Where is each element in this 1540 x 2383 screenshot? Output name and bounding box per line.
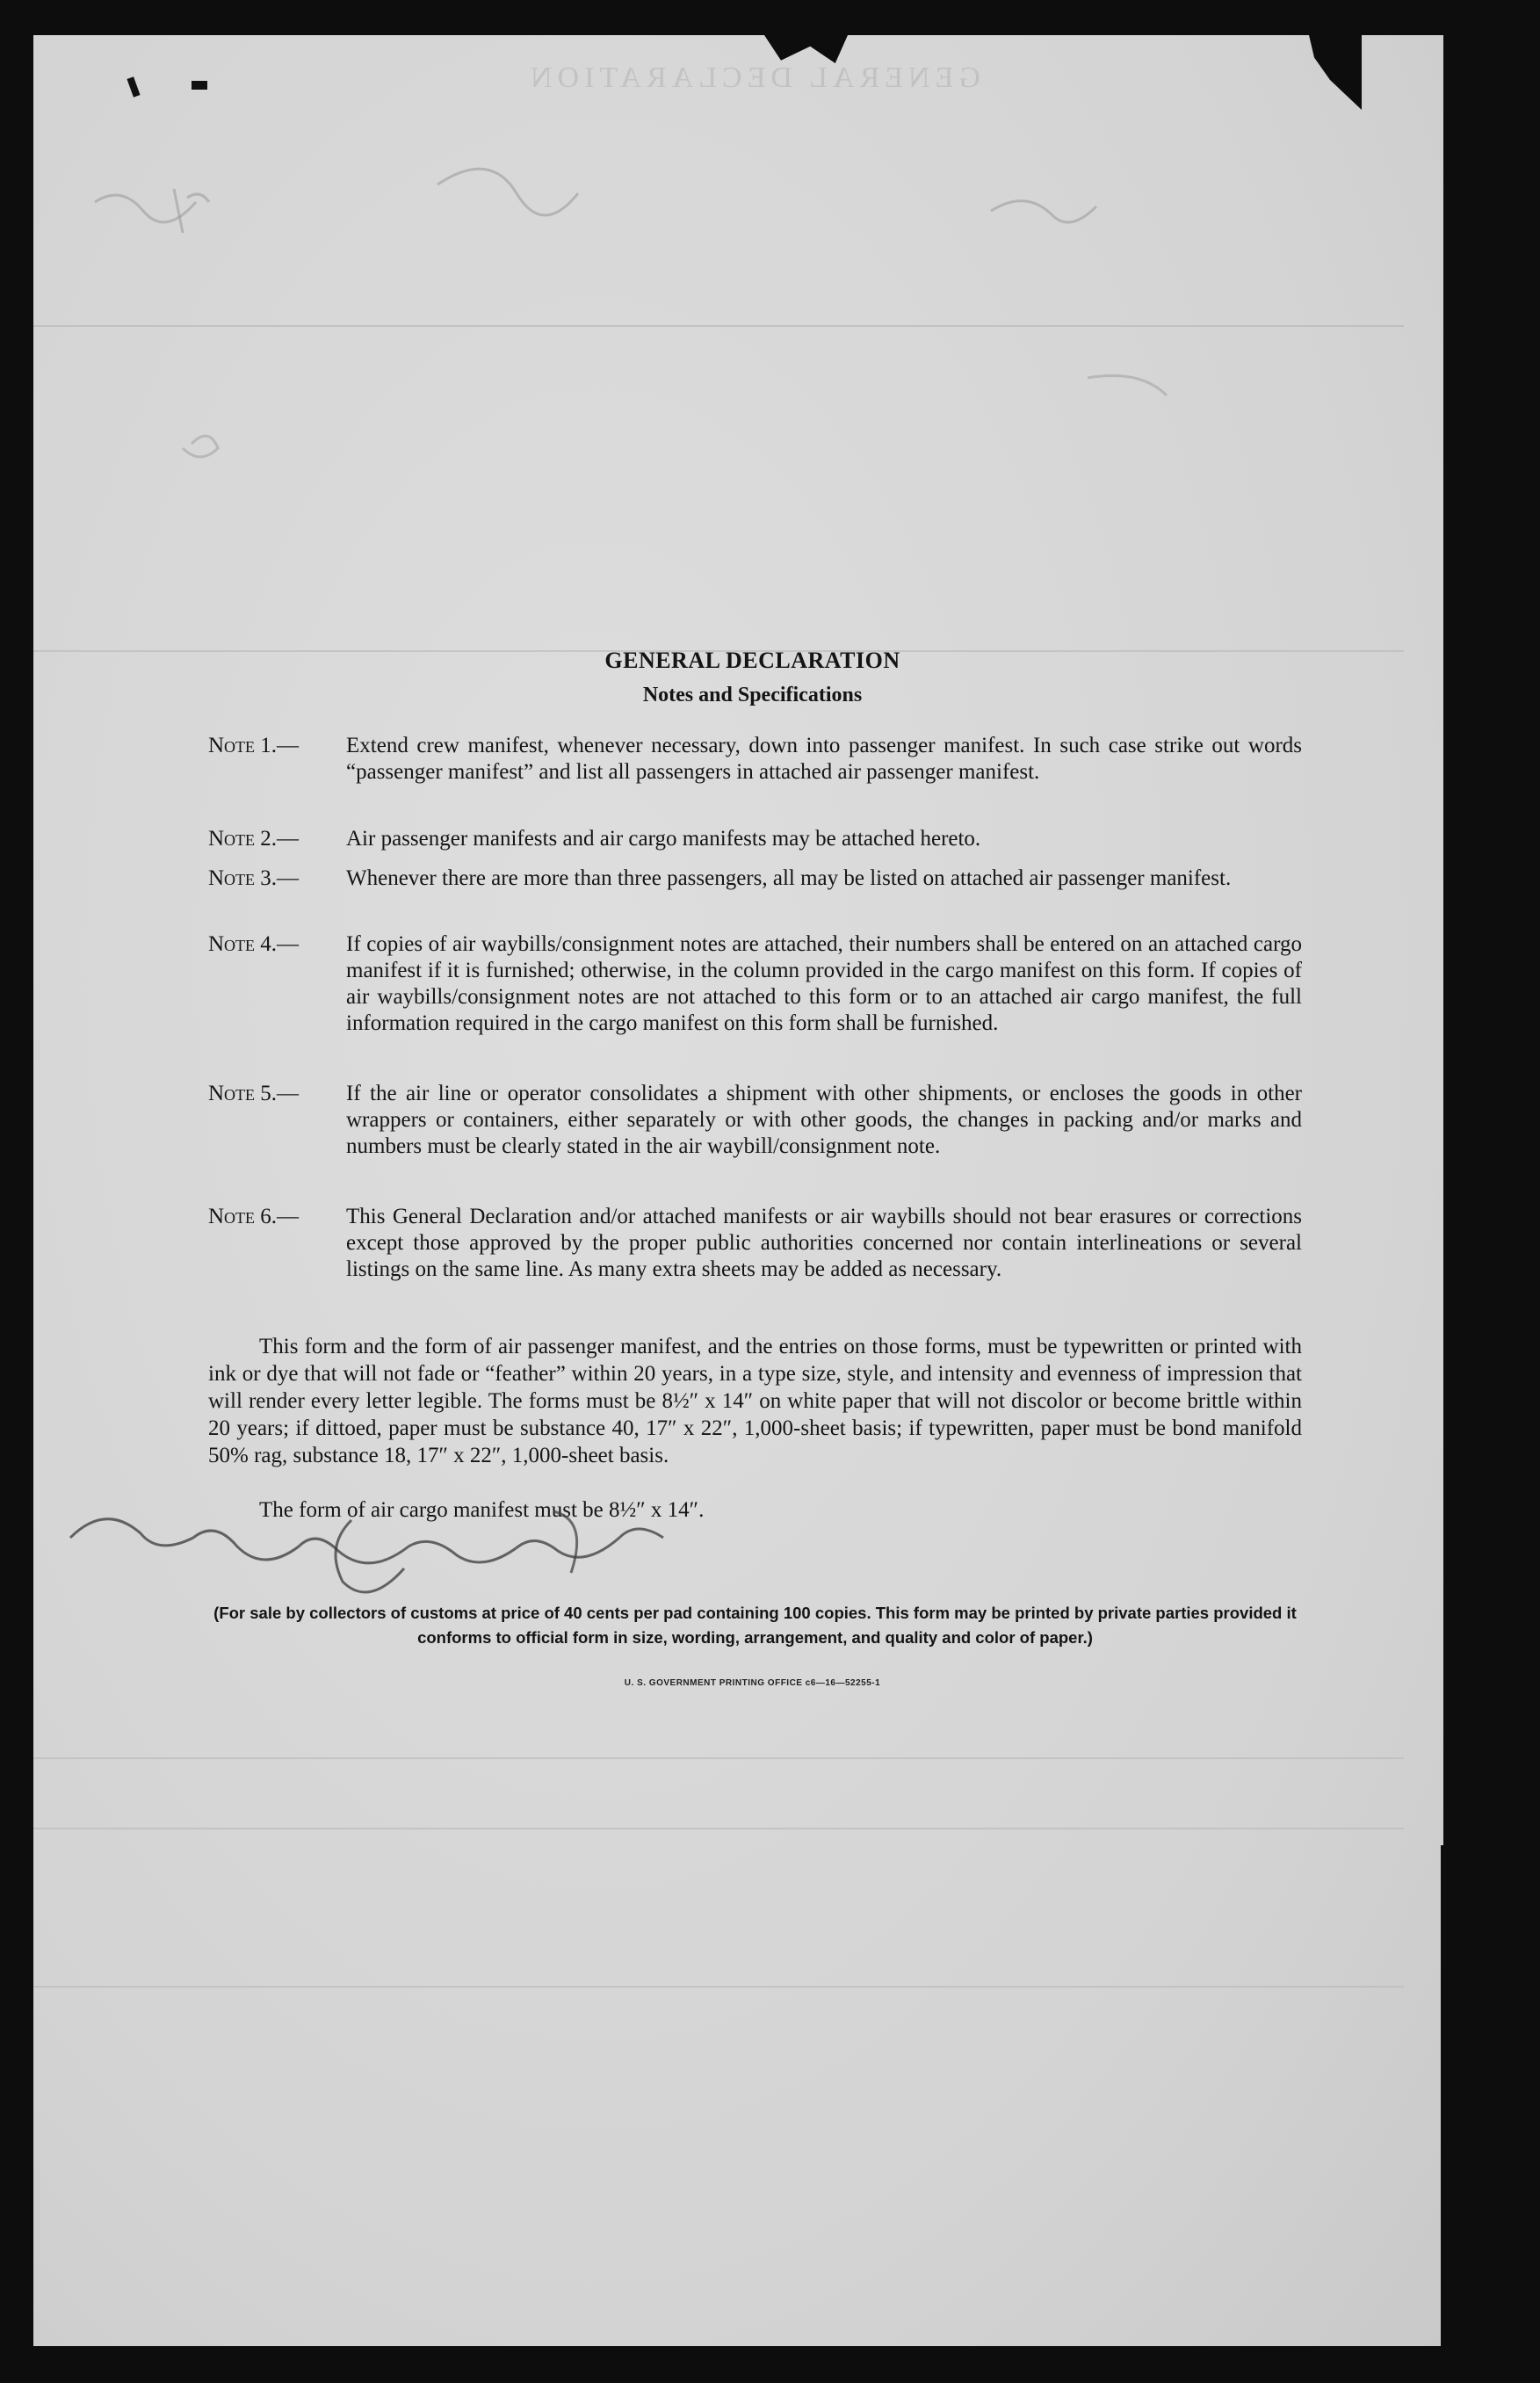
bleed-through-scribbles bbox=[33, 35, 1443, 2346]
note-text: Whenever there are more than three passengers, all may be listed on attached air passenger manifest. bbox=[346, 866, 1232, 890]
page-subtitle: Notes and Specifications bbox=[642, 684, 863, 706]
note-6 bbox=[208, 1204, 1302, 1283]
page-title: GENERAL DECLARATION bbox=[604, 648, 900, 673]
note-label: Note 1.— bbox=[208, 734, 300, 757]
note-3 bbox=[208, 866, 1302, 892]
note-1 bbox=[208, 733, 1302, 786]
note-label: Note 2.— bbox=[208, 827, 300, 851]
note-5 bbox=[208, 1081, 1302, 1160]
note-label: Note 3.— bbox=[208, 866, 300, 890]
torn-edge bbox=[1441, 1845, 1454, 2346]
note-text: This General Declaration and/or attached manifests or air waybills should not bear erasures or corrections except those approved by the proper public authorities concerned nor contain interlineations or several listings on the same line. As many extra sheets may be added as necessary. bbox=[346, 1205, 1302, 1281]
printer-imprint: U. S. GOVERNMENT PRINTING OFFICE c6—16—52255-1 bbox=[624, 1678, 881, 1688]
note-label: Note 5.— bbox=[208, 1082, 300, 1105]
note-2 bbox=[208, 826, 1302, 852]
note-text: If the air line or operator consolidates a shipment with other shipments, or encloses the goods in other wrappers or containers, either separately or with other goods, the changes in packing and/or marks and numbers must be clearly stated in the air waybill/consignment note. bbox=[346, 1082, 1302, 1158]
note-text: If copies of air waybills/consignment notes are attached, their numbers shall be entered on an attached cargo manifest if it is furnished; otherwise, in the column provided in the cargo manifest on this form. If copies of air waybills/consignment notes are not attached to this form or to an attached air cargo manifest, the full information required in the cargo manifest on this form shall be furnished. bbox=[346, 932, 1302, 1035]
handwritten-signature bbox=[61, 1485, 694, 1608]
note-text: Extend crew manifest, whenever necessary, down into passenger manifest. In such case strike out words “passenger manifest” and list all passengers in attached air passenger manifest. bbox=[346, 734, 1302, 784]
note-label: Note 6.— bbox=[208, 1205, 300, 1228]
sale-notice: (For sale by collectors of customs at price of 40 cents per pad containing 100 copies. This form may be printed by private parties provided it conforms to official form in size, wording, arrangement, and quality and color of paper.) bbox=[213, 1604, 1297, 1647]
document-sheet bbox=[33, 35, 1443, 2346]
printing-requirements-paragraph: This form and the form of air passenger manifest, and the entries on those forms, must be typewritten or printed with ink or dye that will not fade or “feather” within 20 years, in a type size, style, and intensity and evenness of impression that will render every letter legible. The forms must be 8½″ x 14″ on white paper that will not discolor or become brittle within 20 years; if dittoed, paper must be substance 40, 17″ x 22″, 1,000-sheet basis; if typewritten, paper must be bond manifold 50% rag, substance 18, 17″ x 22″, 1,000-sheet basis. bbox=[208, 1335, 1302, 1467]
note-4 bbox=[208, 931, 1302, 1037]
punch-mark bbox=[192, 81, 207, 90]
note-text: Air passenger manifests and air cargo manifests may be attached hereto. bbox=[346, 827, 981, 851]
cargo-manifest-size-note: The form of air cargo manifest must be 8½″ x 14″. bbox=[259, 1498, 705, 1522]
bleed-through-header: GENERAL DECLARATION bbox=[525, 62, 980, 94]
note-label: Note 4.— bbox=[208, 932, 300, 956]
